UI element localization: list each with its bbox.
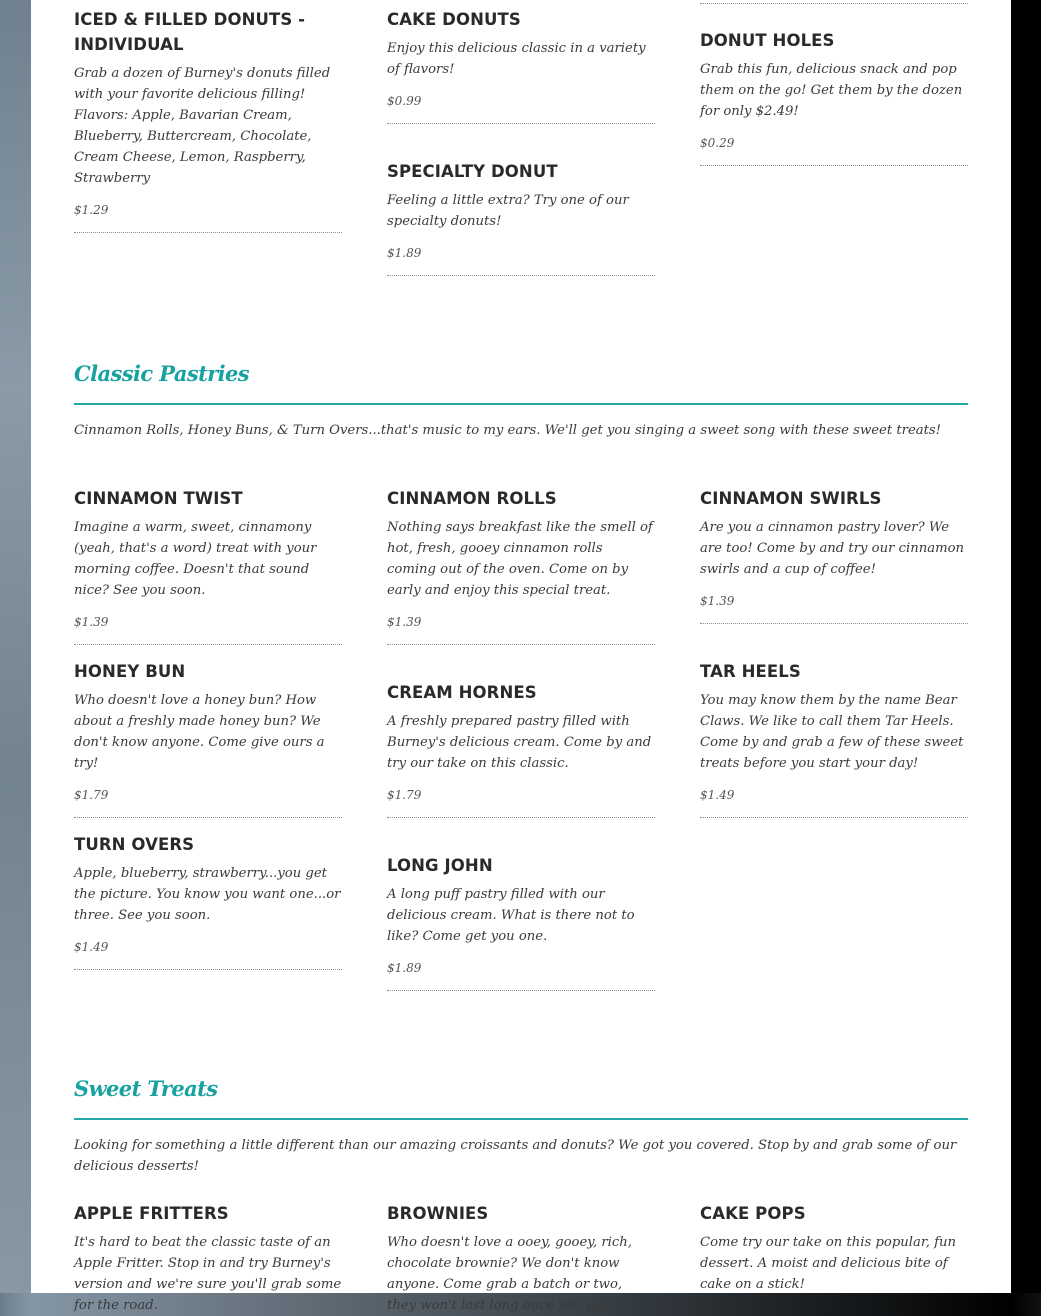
item-name: TURN OVERS — [74, 835, 195, 854]
menu-item-brownies — [387, 1201, 655, 1316]
menu-page — [31, 0, 1011, 1313]
item-price: $1.89 — [387, 246, 422, 260]
item-divider — [387, 123, 655, 124]
item-description: Who doesn't love a honey bun? How about a freshly made honey bun? We don't know anyone. Come give ours a try! — [74, 693, 325, 771]
menu-item-honey-bun — [74, 659, 342, 818]
menu-item-cake-donuts — [387, 7, 655, 124]
item-price: $1.49 — [700, 788, 735, 802]
item-description: Imagine a warm, sweet, cinnamony (yeah, that's a word) treat with your morning coffee. Doesn't that sound nice? See you soon. — [74, 520, 317, 598]
item-description: Feeling a little extra? Try one of our specialty donuts! — [387, 193, 629, 229]
item-divider — [700, 165, 968, 166]
item-description: Enjoy this delicious classic in a variety of flavors! — [387, 41, 646, 77]
item-name: CINNAMON SWIRLS — [700, 489, 882, 508]
item-divider — [387, 817, 655, 818]
item-name: HONEY BUN — [74, 662, 186, 681]
item-description: A long puff pastry filled with our delicious cream. What is there not to like? Come get you one. — [387, 887, 635, 944]
item-name: ICED & FILLED DONUTS - INDIVIDUAL — [74, 10, 306, 54]
menu-item-specialty-donut — [387, 159, 655, 276]
item-price: $1.39 — [74, 615, 109, 629]
item-name: LONG JOHN — [387, 856, 493, 875]
item-description: It's hard to beat the classic taste of an Apple Fritter. Stop in and try Burney's version and we're sure you'll grab some for the road. — [74, 1235, 342, 1313]
menu-item-donut-holes — [700, 28, 968, 166]
item-name: CINNAMON ROLLS — [387, 489, 557, 508]
item-name: CAKE DONUTS — [387, 10, 521, 29]
menu-item-cinnamon-swirls — [700, 486, 968, 624]
item-description: Who doesn't love a ooey, gooey, rich, chocolate brownie? We don't know anyone. Come grab a batch or two, they won't last long once you get — [387, 1235, 632, 1313]
left-background — [0, 0, 31, 1293]
item-name: CREAM HORNES — [387, 683, 537, 702]
item-description: Grab this fun, delicious snack and pop them on the go! Get them by the dozen for only $2.49! — [700, 62, 963, 119]
section-intro: Cinnamon Rolls, Honey Buns, & Turn Overs...that's music to my ears. We'll get you singing a sweet song with these sweet treats! — [74, 423, 941, 438]
item-price: $1.79 — [74, 788, 109, 802]
menu-item-cinnamon-twist — [74, 486, 342, 645]
item-description: Grab a dozen of Burney's donuts filled with your favorite delicious filling! Flavors: Apple, Bavarian Cream, Blueberry, Buttercream, Chocolate, Cream Cheese, Lemon, Raspberry, Strawberry — [74, 66, 331, 186]
item-price: $1.39 — [387, 615, 422, 629]
menu-item-cake-pops — [700, 1201, 968, 1295]
item-price: $1.89 — [387, 961, 422, 975]
item-name: DONUT HOLES — [700, 31, 835, 50]
menu-item-apple-fritters — [74, 1201, 342, 1316]
item-divider — [74, 817, 342, 818]
right-background — [1011, 0, 1041, 1293]
item-name: TAR HEELS — [700, 662, 801, 681]
item-description: Apple, blueberry, strawberry...you get the picture. You know you want one...or three. See you soon. — [74, 866, 341, 923]
item-price: $1.39 — [700, 594, 735, 608]
item-divider — [74, 644, 342, 645]
item-divider — [387, 990, 655, 991]
item-price: $0.29 — [700, 136, 735, 150]
section-title-sweet-treats: Sweet Treats — [74, 1076, 218, 1101]
section-title-classic-pastries: Classic Pastries — [74, 361, 250, 386]
section-divider — [74, 403, 968, 405]
item-name: CAKE POPS — [700, 1204, 806, 1223]
section-divider — [74, 1118, 968, 1120]
item-description: Come try our take on this popular, fun dessert. A moist and delicious bite of cake on a stick! — [700, 1235, 956, 1292]
item-price: $0.99 — [387, 94, 422, 108]
item-divider — [74, 232, 342, 233]
item-name: APPLE FRITTERS — [74, 1204, 229, 1223]
menu-item-turn-overs — [74, 832, 342, 970]
section-intro: Looking for something a little different than our amazing croissants and donuts? We got you covered. Stop by and grab some of our delicious desserts! — [74, 1138, 957, 1174]
item-divider — [74, 969, 342, 970]
item-description: Nothing says breakfast like the smell of hot, fresh, gooey cinnamon rolls coming out of the oven. Come on by early and enjoy this special treat. — [387, 520, 653, 598]
item-description: You may know them by the name Bear Claws. We like to call them Tar Heels. Come by and grab a few of these sweet treats before you start your day! — [700, 693, 964, 771]
item-name: BROWNIES — [387, 1204, 489, 1223]
menu-item-iced-filled-donuts — [74, 7, 342, 233]
item-price: $1.29 — [74, 203, 109, 217]
menu-item-long-john — [387, 853, 655, 991]
item-divider — [387, 644, 655, 645]
item-name: SPECIALTY DONUT — [387, 162, 558, 181]
item-divider — [387, 275, 655, 276]
item-price: $1.79 — [387, 788, 422, 802]
item-name: CINNAMON TWIST — [74, 489, 243, 508]
item-description: A freshly prepared pastry filled with Burney's delicious cream. Come by and try our take on this classic. — [387, 714, 652, 771]
item-description: Are you a cinnamon pastry lover? We are too! Come by and try our cinnamon swirls and a cup of coffee! — [700, 520, 965, 577]
menu-item-tar-heels — [700, 659, 968, 818]
item-divider — [700, 817, 968, 818]
item-price: $1.49 — [74, 940, 109, 954]
item-divider — [700, 3, 968, 4]
menu-item-cream-hornes — [387, 680, 655, 818]
menu-item-cinnamon-rolls — [387, 486, 655, 645]
item-divider — [700, 623, 968, 624]
